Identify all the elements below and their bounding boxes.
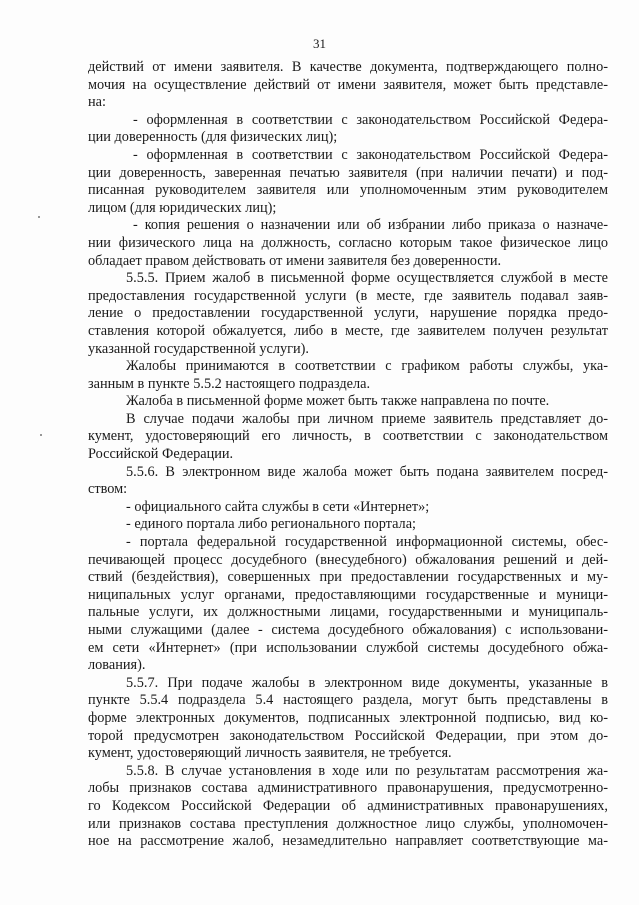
text-line: занным в пункте 5.5.2 настоящего подраздела. bbox=[88, 375, 371, 392]
text-line: Российской Федерации. bbox=[88, 446, 234, 463]
text-line: ление о предоставлении государственной услуги, нарушение порядка предо- bbox=[88, 305, 608, 322]
text-line: ное на рассмотрение жалоб, незамедлительно направляет соответствующие ма- bbox=[88, 833, 608, 850]
scan-speck bbox=[38, 216, 40, 218]
text-line: лобы признаков состава административного правонарушения, предусмотренно- bbox=[88, 780, 608, 797]
text-line: нии физического лица на должность, согласно которым такое физическое лицо bbox=[88, 234, 608, 251]
text-line: 5.5.8. В случае установления в ходе или по результатам рассмотрения жа- bbox=[126, 762, 608, 779]
text-line: лицом (для юридических лиц); bbox=[88, 199, 277, 216]
text-line: ными служащими (далее - система досудебного обжалования) с использовани- bbox=[88, 622, 608, 638]
text-line: 5.5.6. В электронном виде жалоба может быть подана заявителем посред- bbox=[126, 463, 608, 480]
text-line: ставления которой обжалуется, либо в месте, где заявителем получен результат bbox=[88, 322, 608, 339]
text-line: предоставления государственной услуги (в месте, где заявитель подавал заяв- bbox=[88, 287, 608, 304]
text-line: го Кодексом Российской Федерации об административных правонарушениях, bbox=[88, 797, 608, 814]
text-line: ниципальных услуг органами, предоставляющими государственные и муници- bbox=[88, 586, 608, 603]
text-line: форме электронных документов, подписанных электронной подписью, вид ко- bbox=[88, 709, 608, 726]
text-line: Жалобы принимаются в соответствии с графиком работы службы, ука- bbox=[126, 358, 608, 375]
text-line: 5.5.7. При подаче жалобы в электронном виде документы, указанные в bbox=[126, 674, 608, 691]
text-line: ем сети «Интернет» (при использовании службой системы досудебного обжа- bbox=[88, 639, 608, 656]
text-line: кумент, удостоверяющий его личность, в соответствии с законодательством bbox=[88, 428, 608, 445]
text-line: ствий (бездействия), совершенных при предоставлении государственных и му- bbox=[88, 569, 608, 586]
text-line: действий от имени заявителя. В качестве документа, подтверждающего полно- bbox=[88, 59, 608, 75]
text-line: - копия решения о назначении или об избрании либо приказа о назначе- bbox=[133, 217, 608, 234]
text-line: - портала федеральной государственной информационной системы, обес- bbox=[126, 534, 608, 551]
text-line: ции доверенность (для физических лиц); bbox=[88, 129, 338, 146]
scan-speck bbox=[40, 434, 42, 436]
text-line: В случае подачи жалобы при личном приеме заявитель представляет до- bbox=[126, 410, 608, 427]
text-line: пальные услуги, их должностными лицами, государственными и муниципаль- bbox=[88, 604, 608, 621]
text-line: Жалоба в письменной форме может быть также направлена по почте. bbox=[126, 393, 550, 410]
text-line: обладает правом действовать от имени заявителя без доверенности. bbox=[88, 252, 502, 269]
text-line: ством: bbox=[88, 481, 128, 498]
text-line: 5.5.5. Прием жалоб в письменной форме осуществляется службой в месте bbox=[126, 270, 608, 287]
text-line: на: bbox=[88, 94, 106, 111]
document-body bbox=[88, 59, 608, 851]
text-line: мочия на осуществление действий от имени заявителя, может быть представле- bbox=[88, 76, 608, 93]
text-line: печивающей процесс досудебного (внесудебного) обжалования решений и дей- bbox=[88, 551, 608, 568]
text-line: - единого портала либо регионального портала; bbox=[126, 516, 417, 533]
text-line: - официального сайта службы в сети «Интернет»; bbox=[126, 498, 430, 515]
text-line: ции доверенность, заверенная печатью заявителя (при наличии печати) и под- bbox=[88, 164, 608, 181]
text-line: - оформленная в соответствии с законодательством Российской Федера- bbox=[133, 146, 608, 163]
text-line: указанной государственной услуги). bbox=[88, 340, 309, 357]
text-line: - оформленная в соответствии с законодательством Российской Федера- bbox=[133, 111, 608, 128]
text-line: кумент, удостоверяющий личность заявителя, не требуется. bbox=[88, 745, 452, 762]
text-line: писанная руководителем заявителя или уполномоченным этим руководителем bbox=[88, 182, 608, 199]
text-line: или признаков состава преступления должностное лицо службы, уполномочен- bbox=[88, 815, 608, 832]
text-line: лования). bbox=[88, 657, 146, 674]
text-line: пункте 5.5.4 подраздела 5.4 настоящего раздела, могут быть представлены в bbox=[88, 692, 608, 709]
page-number: 31 bbox=[313, 36, 326, 51]
text-line: торой предусмотрен законодательством Российской Федерации, при этом до- bbox=[88, 727, 608, 744]
